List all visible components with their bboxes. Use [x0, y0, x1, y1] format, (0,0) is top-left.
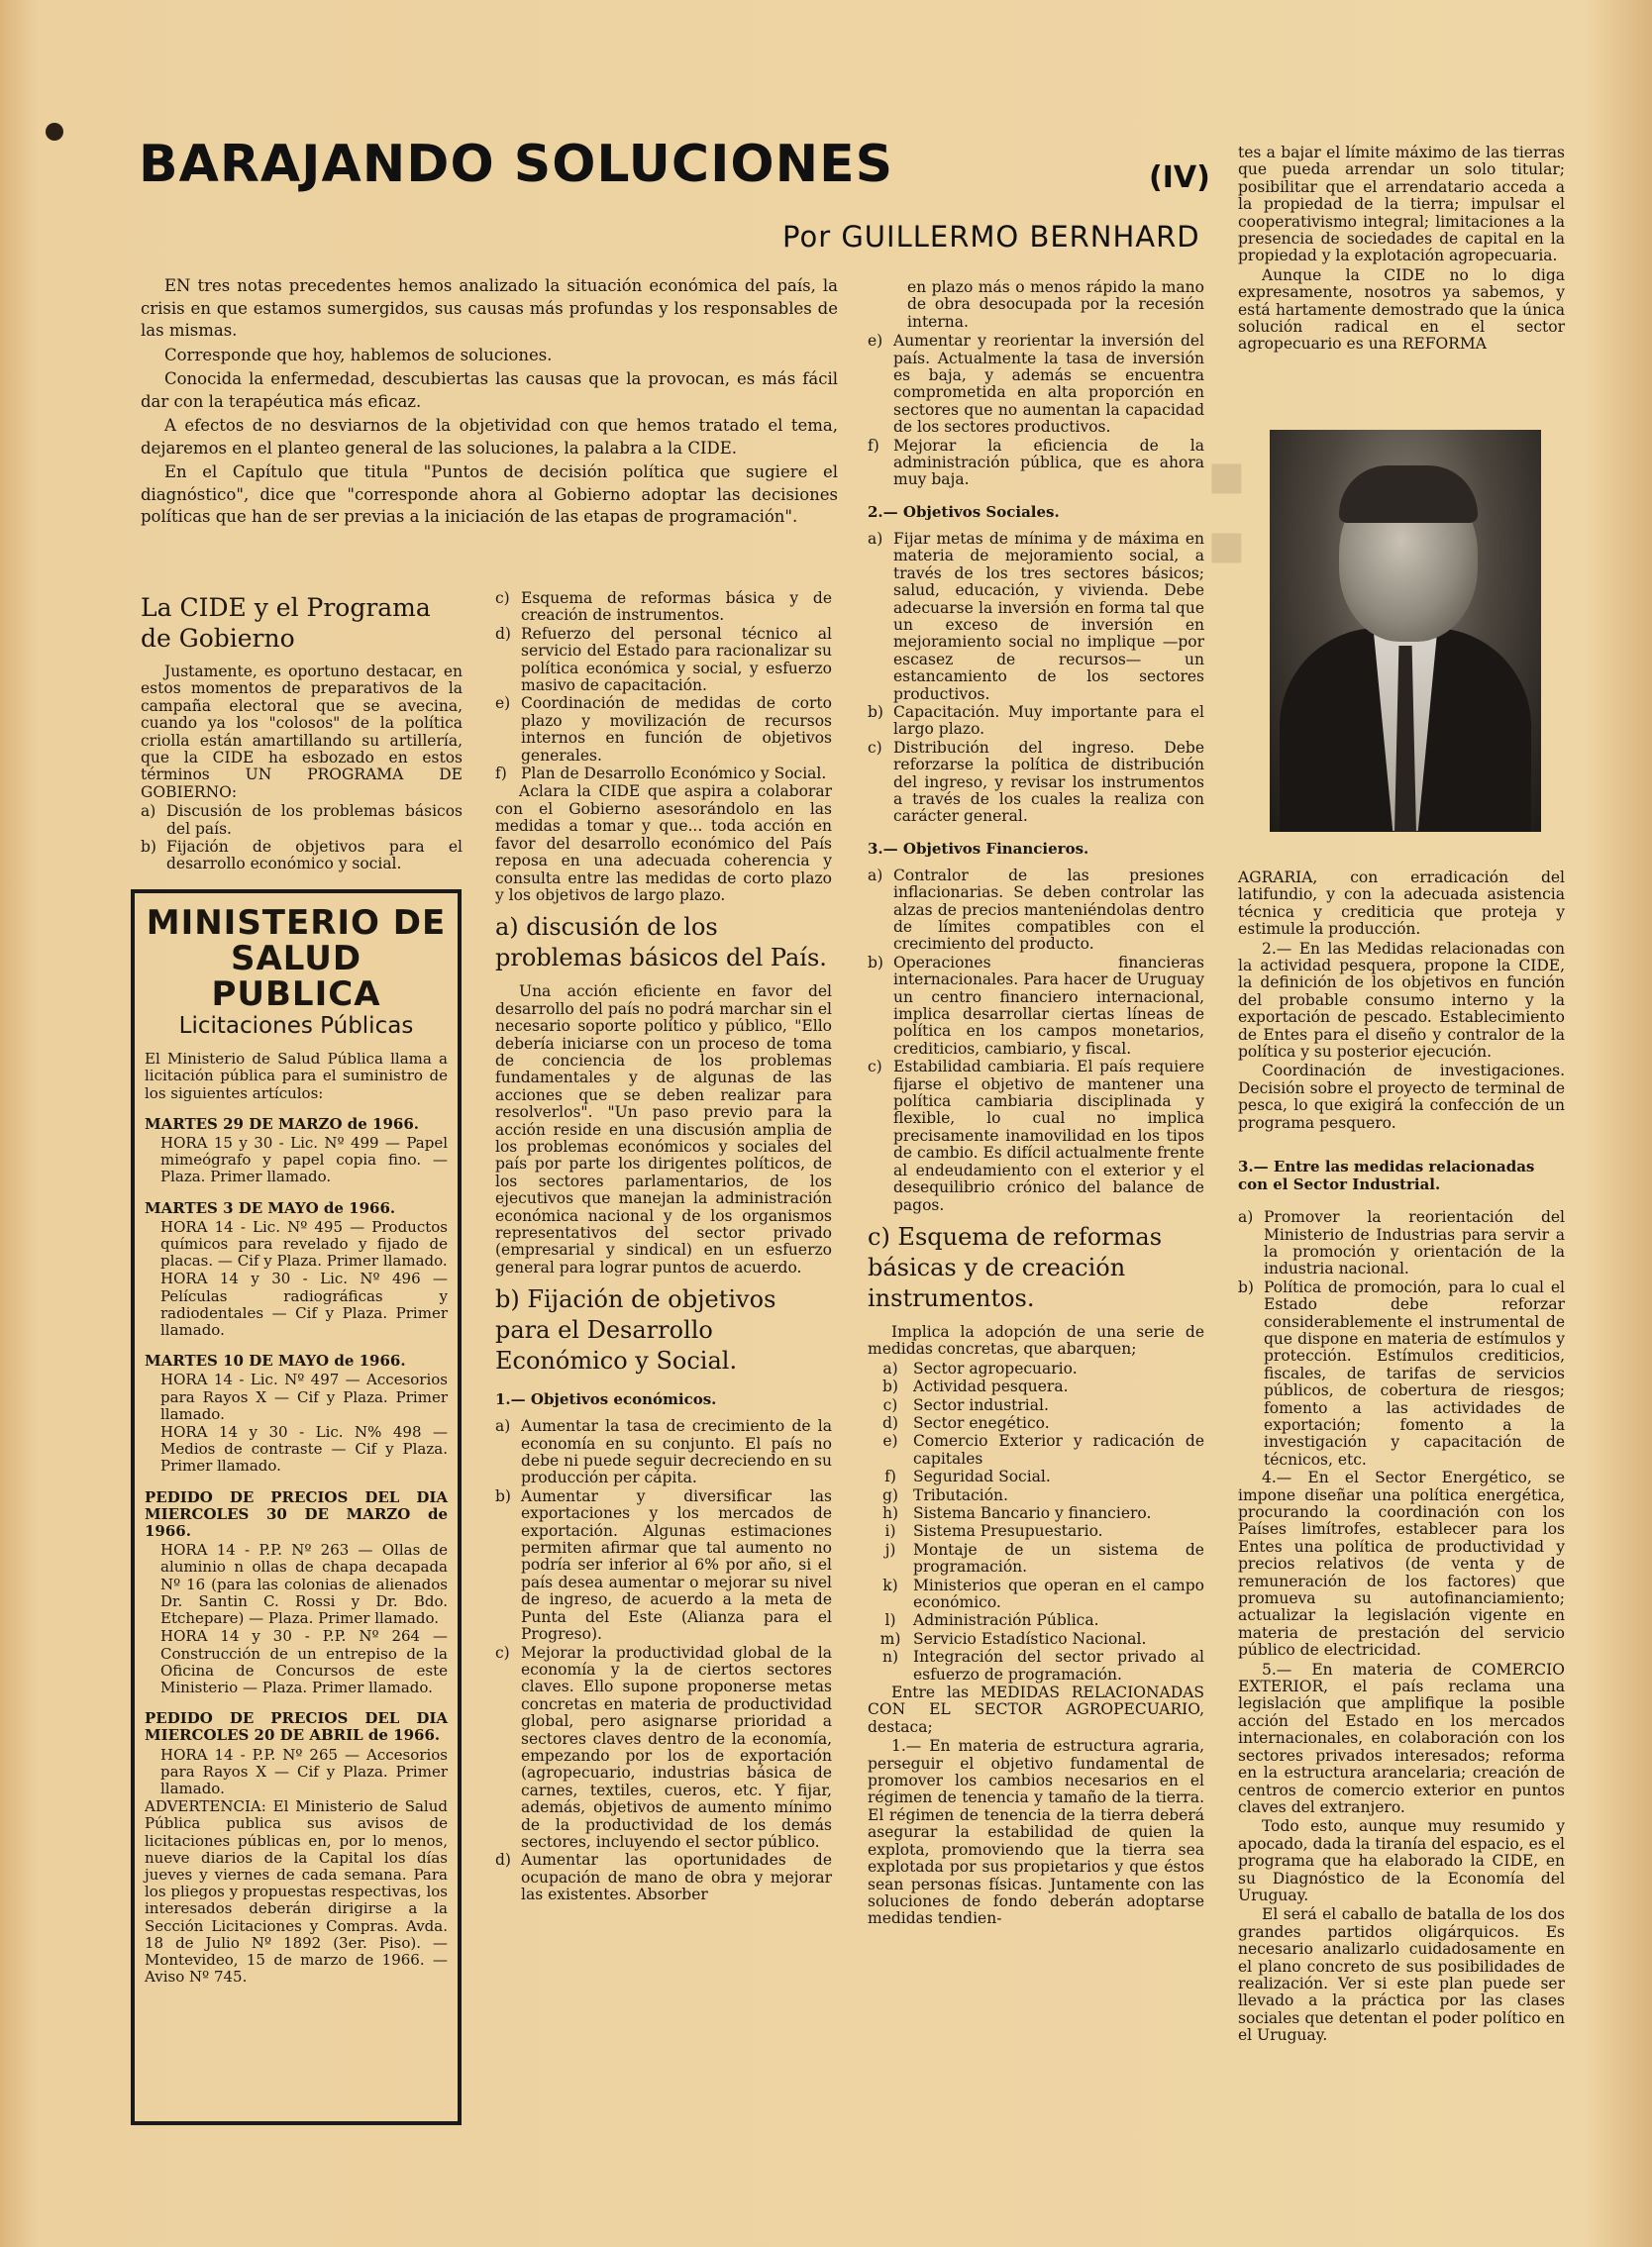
ad-item: HORA 14 y 30 - P.P. Nº 264 — Construcción de un entrepiso de la Oficina de Concursos de este Ministerio — Plaza. Primer llamado. [160, 1627, 448, 1696]
list-item: g) Tributación. [882, 1485, 1008, 1504]
portrait-hair [1339, 465, 1478, 523]
list-item: b) Operaciones financieras internacionales. Para hacer de Uruguay un centro financiero internacional, implica desarrollar ciertas líneas de política en los campos monetarios, crediticios, cambiario, y fiscal. [868, 953, 1204, 1058]
paragraph: Aunque la CIDE no lo diga expresamente, nosotros ya sabemos, y está hartamente demostrado que la única solución radical en el sector agropecuario es una REFORMA [1238, 265, 1565, 354]
column-1 [141, 586, 463, 874]
paragraph: Todo esto, aunque muy resumido y apocado, dada la tiranía del espacio, es el programa que ha elaborado la CIDE, en su Diagnóstico de la Economía del Uruguay. [1238, 1817, 1565, 1904]
ad-ministry-title: MINISTERIO DE SALUD PUBLICA [146, 903, 447, 1014]
paragraph: Entre las MEDIDAS RELACIONADAS CON EL SECTOR AGROPECUARIO, destaca; [868, 1684, 1204, 1736]
byline: Por GUILLERMO BERNHARD [782, 220, 1200, 254]
list-item: f) Mejorar la eficiencia de la administración pública, que es ahora muy baja. [868, 436, 1204, 489]
article-title: BARAJANDO SOLUCIONES [139, 135, 894, 194]
intro-paragraph: Corresponde que hoy, hablemos de soluciones. [164, 345, 553, 364]
column-4-bottom [1238, 869, 1565, 2047]
list-item: c) Sector industrial. [882, 1395, 1049, 1414]
list-item: l) Administración Pública. [884, 1611, 1099, 1630]
ad-date: PEDIDO DE PRECIOS DEL DIA MIERCOLES 30 DE MARZO de 1966. [145, 1487, 448, 1541]
list-item: c) Mejorar la productividad global de la economía y la de ciertos sectores claves. Ello supone proponerse metas concretas en materia de productividad global, pero asignarse prioridad a sectores claves dentro de la economía, empezando por los de exportación (agropecuario, industrias básica de carnes, textiles, cueros, etc. Y fijar, además, objetivos de aumento mínimo de la productividad de los demás sectores, incluyendo el sector público. [495, 1643, 832, 1851]
ad-item: HORA 15 y 30 - Lic. Nº 499 — Papel mimeógrafo y papel copia fino. — Plaza. Primer llamado. [160, 1134, 448, 1186]
column-2 [495, 590, 832, 1905]
ad-item: HORA 14 - Lic. Nº 497 — Accesorios para Rayos X — Cif y Plaza. Primer llamado. [160, 1371, 448, 1423]
intro-paragraph: En el Capítulo que titula "Puntos de decisión política que sugiere el diagnóstico", dice que "corresponde ahora al Gobierno adoptar las decisiones políticas que han de ser previas a la iniciación de las etapas de programación". [141, 462, 838, 526]
article-part-number: (IV) [1149, 160, 1210, 195]
list-item: j) Montaje de un sistema de programación. [884, 1540, 1204, 1577]
intro-paragraph: EN tres notas precedentes hemos analizado la situación económica del país, la crisis en que estamos sumergidos, sus causas más profundas y los responsables de las mismas. [141, 276, 838, 340]
paragraph: Justamente, es oportuno destacar, en estos momentos de preparativos de la campaña electoral que se avecina, cuando ya los "colosos" de la política criolla están amartillando su artillería, que la CIDE ha esbozado en estos términos UN PROGRAMA DE GOBIERNO: [141, 663, 463, 801]
list-item: e) Aumentar y reorientar la inversión del país. Actualmente la tasa de inversión es baja, y además se encuentra comprometida en alta proporción en sectores que no aumentan la capacidad de los sectores productivos. [868, 332, 1204, 437]
section-heading: c) Esquema de reformas básicas y de creación instrumentos. [868, 1222, 1163, 1312]
list-item: c) Distribución del ingreso. Debe reforzarse la política de distribución del ingreso, y revisar los instrumentos a través de los cuales la realiza con carácter general. [868, 738, 1204, 826]
list-item: a) Promover la reorientación del Ministerio de Industrias para servir a la promoción y orientación de la industria nacional. [1238, 1208, 1565, 1278]
author-portrait [1270, 430, 1541, 832]
list-item: f) Seguridad Social. [884, 1468, 1051, 1486]
subsection-heading: 3.— Entre las medidas relacionadas con el Sector Industrial. [1238, 1158, 1535, 1194]
subsection-heading: 1.— Objetivos económicos. [495, 1390, 717, 1409]
list-item: c) Esquema de reformas básica y de creación de instrumentos. [495, 589, 832, 625]
ad-item: HORA 14 y 30 - Lic. Nº 496 — Películas radiográficas y radiodentales — Cif y Plaza. Primer llamado. [160, 1270, 448, 1340]
ad-item: HORA 14 - P.P. Nº 263 — Ollas de aluminio n ollas de chapa decapada Nº 16 (para las colonias de alienados Dr. Santin C. Rossi y Dr. Bdo. Etchepare) — Plaza. Primer llamado. [160, 1541, 448, 1628]
section-heading: a) discusión de los problemas básicos del País. [495, 913, 827, 972]
paragraph: Aclara la CIDE que aspira a colaborar con el Gobierno asesorándolo en las medidas a tomar y que... toda acción en favor del desarrollo económico del País reposa en una adecuada coherencia y consulta entre las medidas de corto plazo y los objetivos de largo plazo. [495, 782, 832, 904]
ad-item: HORA 14 y 30 - Lic. N% 498 — Medios de contraste — Cif y Plaza. Primer llamado. [160, 1423, 448, 1476]
list-item: n) Integración del sector privado al esfuerzo de programación. [881, 1648, 1204, 1684]
section-heading: La CIDE y el Programa de Gobierno [141, 593, 431, 653]
ad-date: PEDIDO DE PRECIOS DEL DIA MIERCOLES 20 DE ABRIL de 1966. [145, 1709, 448, 1745]
list-item: b) Fijación de objetivos para el desarrollo económico y social. [141, 838, 463, 873]
list-item: c) Estabilidad cambiaria. El país requiere fijarse el objetivo de mantener una política cambiaria disciplinada y flexible, lo cual no implica precisamente inamovilidad en los tipos de cambio. Es difícil actualmente frente al endeudamiento con el exterior y el desequilibrio crónico del balance de pagos. [868, 1058, 1204, 1214]
intro-section [141, 275, 838, 531]
list-item: a) Contralor de las presiones inflacionarias. Se deben controlar las alzas de precios manteniéndolas dentro de límites compatibles con el crecimiento del producto. [868, 866, 1204, 954]
list-item: d) Aumentar las oportunidades de ocupación de mano de obra y mejorar las existentes. Absorber [495, 1851, 832, 1904]
ad-date: MARTES 10 DE MAYO de 1966. [145, 1352, 406, 1371]
paragraph: Coordinación de investigaciones. Decisión sobre el proyecto de terminal de pesca, lo que exigirá la confección de un programa pesquero. [1238, 1062, 1565, 1132]
ad-date: MARTES 29 DE MARZO de 1966. [145, 1114, 420, 1133]
intro-paragraph: A efectos de no desviarnos de la objetividad con que hemos tratado el tema, dejaremos en el planteo general de las soluciones, la palabra a la CIDE. [141, 416, 838, 458]
list-item: b) Política de promoción, para lo cual el Estado debe reforzar considerablemente el instrumental de que dispone en materia de estímulos y protección. Estímulos crediticios, fiscales, de tarifas de servicios públicos, de cobertura de riesgos; fomento a las actividades de exportación; fomento a la investigación y capacitación de técnicos, etc. [1238, 1277, 1565, 1469]
ink-spot [46, 123, 63, 141]
list-item: e) Coordinación de medidas de corto plazo y movilización de recursos internos en función de objetivos generales. [495, 694, 832, 765]
paragraph: 4.— En el Sector Energético, se impone diseñar una política energética, procurando la coordinación con los Países limítrofes, establecer para los Entes una política de productividad y precios relativos (de venta y de remuneración de los factores) que promueva su autofinanciamiento; actualizar la legislación vigente en materia de prestación del servicio público de electricidad. [1238, 1469, 1565, 1660]
bleed-through-marks: ▪ ▪ [1206, 440, 1247, 578]
paragraph: 1.— En materia de estructura agraria, perseguir el objetivo fundamental de promover los cambios necesarios en el régimen de tenencia y tamaño de la tierra. El régimen de tenencia de la tierra deberá asegurar la estabilidad de quien la explota, promoviendo que la tierra sea explotada por sus propietarios y que éstos sean personas físicas. Juntamente con las soluciones de fondo deberán adoptarse medidas tendien- [868, 1737, 1204, 1928]
paragraph: tes a bajar el límite máximo de las tierras que pueda arrendar un solo titular; posibilitar que el arrendatario acceda a la propiedad de la tierra; impulsar el cooperativismo integral; limitaciones a la presencia de sociedades de capital en la propiedad y la explotación agropecuaria. [1238, 144, 1565, 265]
ministry-advertisement [131, 889, 462, 2125]
ad-warning: ADVERTENCIA: El Ministerio de Salud Pública publica sus avisos de licitaciones públicas en, por lo menos, nueve diarios de la Capital los días jueves y viernes de cada semana. Para los pliegos y propuestas respectivas, los interesados deberán dirigirse a la Sección Licitaciones y Compras. Avda. 18 de Julio Nº 1892 (3er. Piso). — Montevideo, 15 de marzo de 1966. — Aviso Nº 745. [145, 1797, 448, 1987]
list-item: i) Sistema Presupuestario. [884, 1522, 1103, 1541]
list-item: b) Aumentar y diversificar las exportaciones y los mercados de exportación. Algunas estimaciones permiten afirmar que tal aumento no podría ser inferior al 6% por año, si el país desea aumentar o mejorar su nivel de ingreso, de acuerdo a la meta de Punta del Este (Alianza para el Progreso). [495, 1486, 832, 1644]
subsection-heading: 3.— Objetivos Financieros. [868, 839, 1089, 858]
paragraph: 5.— En materia de COMERCIO EXTERIOR, el país reclama una legislación que amplifique la posible acción del Estado en los mercados internacionales, en colaboración con los sectores privados interesados; reforma en la estructura arancelaria; creación de centros de comercio exterior en puntos claves del extranjero. [1238, 1660, 1565, 1816]
intro-paragraph: Conocida la enfermedad, descubiertas las causas que la provocan, es más fácil dar con la terapéutica más eficaz. [141, 369, 838, 411]
list-item: h) Sistema Bancario y financiero. [881, 1503, 1152, 1522]
ad-date: MARTES 3 DE MAYO de 1966. [145, 1198, 396, 1217]
list-item: a) Discusión de los problemas básicos del país. [141, 802, 463, 838]
ad-subtitle: Licitaciones Públicas [178, 1013, 414, 1039]
list-item: a) Aumentar la tasa de crecimiento de la economía en su conjunto. El país no debe ni puede seguir decreciendo en su producción per cápita. [495, 1417, 832, 1487]
list-item: b) Capacitación. Muy importante para el largo plazo. [868, 702, 1204, 739]
ad-intro: El Ministerio de Salud Pública llama a licitación pública para el suministro de los siguientes artículos: [145, 1050, 448, 1102]
paragraph: en plazo más o menos rápido la mano de obra desocupada por la recesión interna. [907, 278, 1204, 331]
list-item: e) Comercio Exterior y radicación de capitales [882, 1432, 1204, 1468]
paragraph: 2.— En las Medidas relacionadas con la actividad pesquera, propone la CIDE, la definición de los objetivos en función del probable consumo interno y la exportación de pescado. Establecimiento de Entes para el diseño y contralor de la política y su posterior ejecución. [1238, 939, 1565, 1062]
list-item: k) Ministerios que operan en el campo económico. [882, 1576, 1204, 1611]
list-item: a) Sector agropecuario. [882, 1359, 1078, 1378]
list-item: m) Servicio Estadístico Nacional. [879, 1629, 1147, 1648]
column-4-top [1238, 145, 1565, 356]
list-item: a) Fijar metas de mínima y de máxima en materia de mejoramiento social, a través de los tres sectores básicos; salud, educación, y vivienda. Debe adecuarse la inversión en forma tal que un exceso de inversión en mejoramiento social no implique —por escasez de recursos— un estancamiento de los sectores productivos. [868, 529, 1204, 703]
list-item: d) Refuerzo del personal técnico al servicio del Estado para racionalizar su política económica y social, y esfuerzo masivo de capacitación. [495, 624, 832, 695]
list-item: f) Plan de Desarrollo Económico y Social. [495, 765, 827, 783]
subsection-heading: 2.— Objetivos Sociales. [868, 502, 1060, 521]
section-heading: b) Fijación de objetivos para el Desarrollo Económico y Social. [495, 1285, 776, 1376]
list-item: b) Actividad pesquera. [882, 1378, 1069, 1396]
ad-item: HORA 14 - P.P. Nº 265 — Accesorios para Rayos X — Cif y Plaza. Primer llamado. [160, 1745, 448, 1797]
column-3 [868, 279, 1204, 1930]
paragraph: AGRARIA, con erradicación del latifundio, y con la adecuada asistencia técnica y crediticia que proteja y estimule la producción. [1238, 868, 1565, 939]
paragraph: El será el caballo de batalla de los dos grandes partidos oligárquicos. Es necesario analizarlo cuidadosamente en el plano concreto de sus posibilidades de realización. Ver si este plan puede ser llevado a la práctica por las clases sociales que detentan el poder político en el Uruguay. [1238, 1905, 1565, 2045]
list-item: d) Sector enegético. [882, 1413, 1050, 1432]
paragraph: Implica la adopción de una serie de medidas concretas, que abarquen; [868, 1322, 1204, 1359]
ad-item: HORA 14 - Lic. Nº 495 — Productos químicos para revelado y fijado de placas. — Cif y Plaza. Primer llamado. [160, 1217, 448, 1271]
paragraph: Una acción eficiente en favor del desarrollo del país no podrá marchar sin el necesario soporte político y público, "Ello debería iniciarse con un proceso de toma de conciencia de los problemas fundamentales y de algunas de las acciones que se deben realizar para resolverlos". "Un paso previo para la acción reside en una discusión amplia de los problemas económicos y sociales del país por parte los dirigentes políticos, de los sectores parlamentarios, de los ejecutivos que manejan la administración económica nacional y de los organismos representativos del sector privado (empresarial y sindical) en un esfuerzo general para lograr puntos de acuerdo. [495, 982, 832, 1277]
